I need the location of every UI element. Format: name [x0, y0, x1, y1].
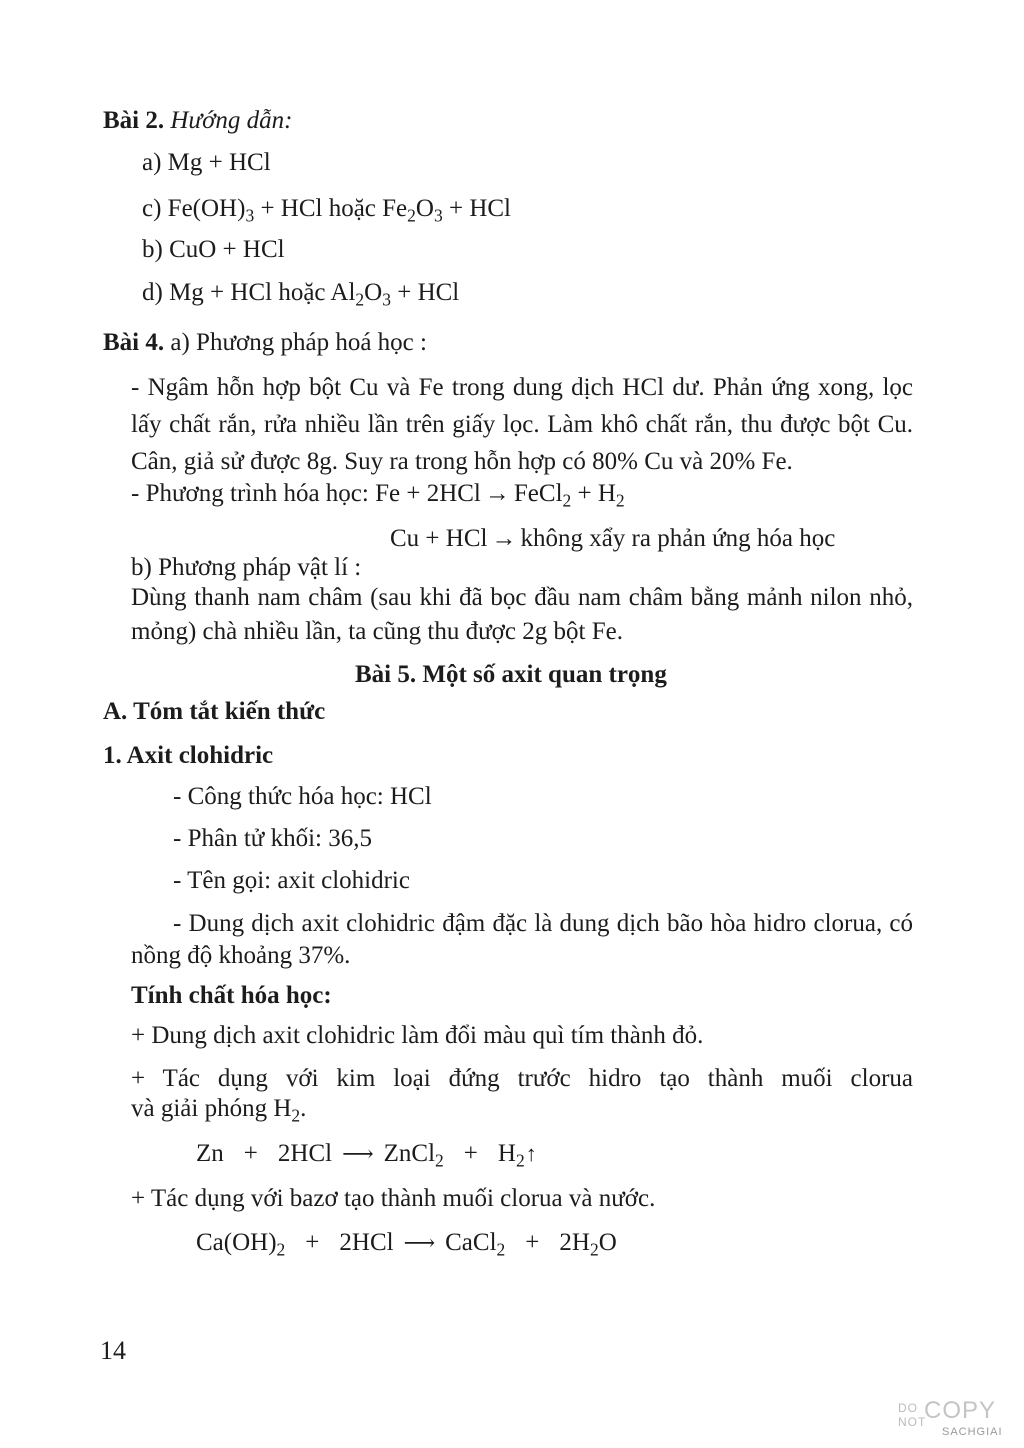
up-arrow-icon: ↑: [525, 1141, 537, 1166]
property-2: + Tác dụng với kim loại đứng trước hidro tạo thành muối clorua: [131, 1065, 913, 1092]
arrow-icon: →: [491, 525, 517, 552]
do-not-copy-watermark: DO NOT COPY SACHGIAI: [898, 1397, 1003, 1438]
property-2-continued: và giải phóng $H_2$.: [131, 1095, 307, 1126]
bai2-answer-c: c) $Fe(OH)_3$ + HCl hoặc $Fe_2O_3$ + HCl: [142, 195, 511, 226]
page-number: 14: [100, 1336, 126, 1365]
bai4-b-title: b) Phương pháp vật lí :: [131, 554, 362, 581]
bai5-title: Bài 5. Một số axit quan trọng: [355, 661, 667, 688]
arrow-icon: →: [484, 480, 510, 507]
concentration-paragraph: - Dung dịch axit clohidric đậm đặc là dung dịch bão hòa hidro clorua, có nồng độ khoảng 37%.: [131, 910, 913, 969]
name-line: - Tên gọi: axit clohidric: [173, 867, 410, 894]
property-1: + Dung dịch axit clohidric làm đổi màu quì tím thành đỏ.: [131, 1022, 704, 1049]
bai4-equation-1: - Phương trình hóa học: Fe + 2HCl → FeCl$_2$ + $H_2$: [131, 480, 625, 511]
section-a-heading: A. Tóm tắt kiến thức: [103, 698, 326, 725]
bai4-a-title: a) Phương pháp hoá học :: [164, 329, 427, 356]
bai4-physical-method-paragraph: Dùng thanh nam châm (sau khi đã bọc đầu nam châm bằng mảnh nilon nhỏ, mỏng) chà nhiều lần, ta cũng thu được 2g bột Fe.: [131, 584, 913, 645]
bai2-answer-a: a) Mg + HCl: [142, 149, 271, 176]
bai4-equation-2: Cu + HCl → không xẩy ra phản ứng hóa học: [390, 525, 836, 552]
property-3: + Tác dụng với bazơ tạo thành muối clorua và nước.: [131, 1185, 656, 1212]
chemical-properties-heading: Tính chất hóa học:: [131, 982, 332, 1009]
bai4-heading: Bài 4.: [103, 329, 165, 356]
formula-line: - Công thức hóa học: HCl: [173, 783, 432, 810]
bai4-chemical-method-paragraph: - Ngâm hỗn hợp bột Cu và Fe trong dung dịch HCl dư. Phản ứng xong, lọc lấy chất rắn, rửa nhiều lần trên giấy lọc. Làm khô chất rắn, thu được bột Cu. Cân, giả sử được 8g. Suy ra trong hỗn hợp có 80% Cu và 20% Fe.: [131, 374, 913, 475]
reaction-zn-hcl: Zn + 2HCl ⟶ ZnCl$_2$ + $H_2↑$: [196, 1140, 537, 1171]
bai2-heading-line: [103, 106, 292, 136]
heavy-arrow-icon: ⟶: [342, 1141, 374, 1166]
reaction-caoh2-hcl: $Ca(OH)_2 + 2HCl$ ⟶ CaCl$_2$ + $2H_2O$: [196, 1229, 617, 1260]
bai2-heading: Bài 2.: [103, 107, 165, 134]
molecular-mass-line: - Phân tử khối: 36,5: [173, 825, 372, 852]
bai2-answer-b: b) CuO + HCl: [142, 236, 285, 263]
heavy-arrow-icon: ⟶: [403, 1230, 436, 1255]
item-1-heading: 1. Axit clohidric: [103, 742, 274, 769]
bai4-heading-line: [103, 328, 427, 358]
bai2-answer-d: d) Mg + HCl hoặc $Al_2O_3$ + HCl: [142, 279, 460, 310]
bai2-subheading: Hướng dẫn:: [170, 107, 293, 134]
